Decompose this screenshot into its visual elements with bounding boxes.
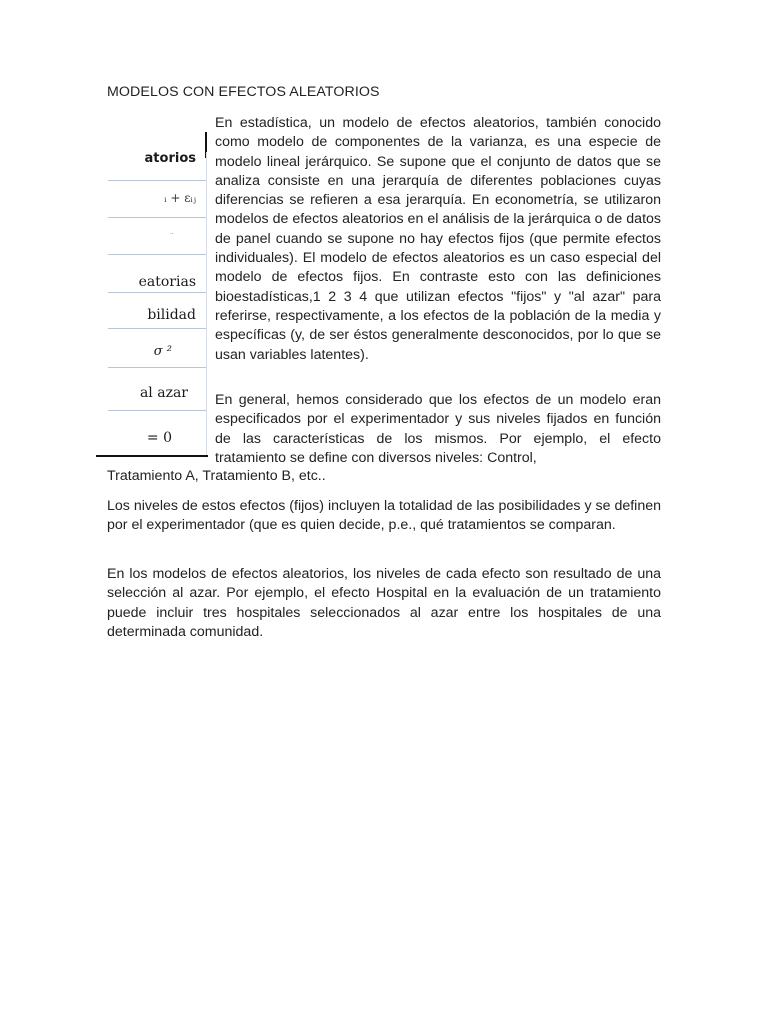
paragraph-continuation: Tratamiento A, Tratamiento B, etc..: [107, 468, 326, 484]
cropped-table-figure: [108, 132, 208, 458]
figure-cell: = 0: [146, 430, 172, 446]
paragraph: En los modelos de efectos aleatorios, los niveles de cada efecto son resultado de una selección al azar. Por ejemplo, el efecto Hospital en la evaluación de un tratamiento puede incluir tres hospitales seleccionados al azar entre los hospitales de una determinada comunidad.: [107, 566, 661, 640]
paragraph: En estadística, un modelo de efectos aleatorios, también conocido como modelo de componentes de la varianza, es una especie de modelo lineal jerárquico. Se supone que el conjunto de datos que se analiza consiste en una jerarquía de diferentes poblaciones cuyas diferencias se refieren a esa jerarquía. En econometría, se utilizaron modelos de efectos aleatorios en el análisis de la jerárquica o de datos de panel cuando se supone no hay efectos fijos (que permite efectos individuales). El modelo de efectos aleatorios es un caso especial del modelo de efectos fijos. En contraste esto con las definiciones bioestadísticas,1 2 3 4 que utilizan efectos "fijos" y "al azar" para referirse, respectivamente, a los efectos de la población de la media y específicas (y, de ser éstos generalmente desconocidos, por lo que se usan variables latentes).: [215, 115, 661, 363]
figure-cell: atorios: [108, 144, 206, 181]
table-border: [206, 152, 207, 458]
paragraph: Los niveles de estos efectos (fijos) incluyen la totalidad de las posibilidades y se definen por el experimentador (que es quien decide, p.e., qué tratamientos se comparan.: [107, 498, 661, 534]
figure-cell: eatorias: [108, 255, 206, 293]
figure-cell: al azar: [108, 368, 206, 411]
figure-cell: bilidad: [108, 293, 206, 329]
figure-cell: ¨: [108, 218, 206, 255]
figure-bottom-rule: [96, 455, 208, 457]
figure-cell: ᵢ + εᵢⱼ: [108, 181, 206, 218]
page-title: MODELOS CON EFECTOS ALEATORIOS: [107, 84, 380, 100]
paragraph: En general, hemos considerado que los efectos de un modelo eran especificados por el experimentador y sus niveles fijados en función de las características de los mismos. Por ejemplo, el efecto tratamiento se define con diversos niveles: Control,: [215, 392, 661, 466]
figure-cell: σ ²: [108, 329, 206, 368]
